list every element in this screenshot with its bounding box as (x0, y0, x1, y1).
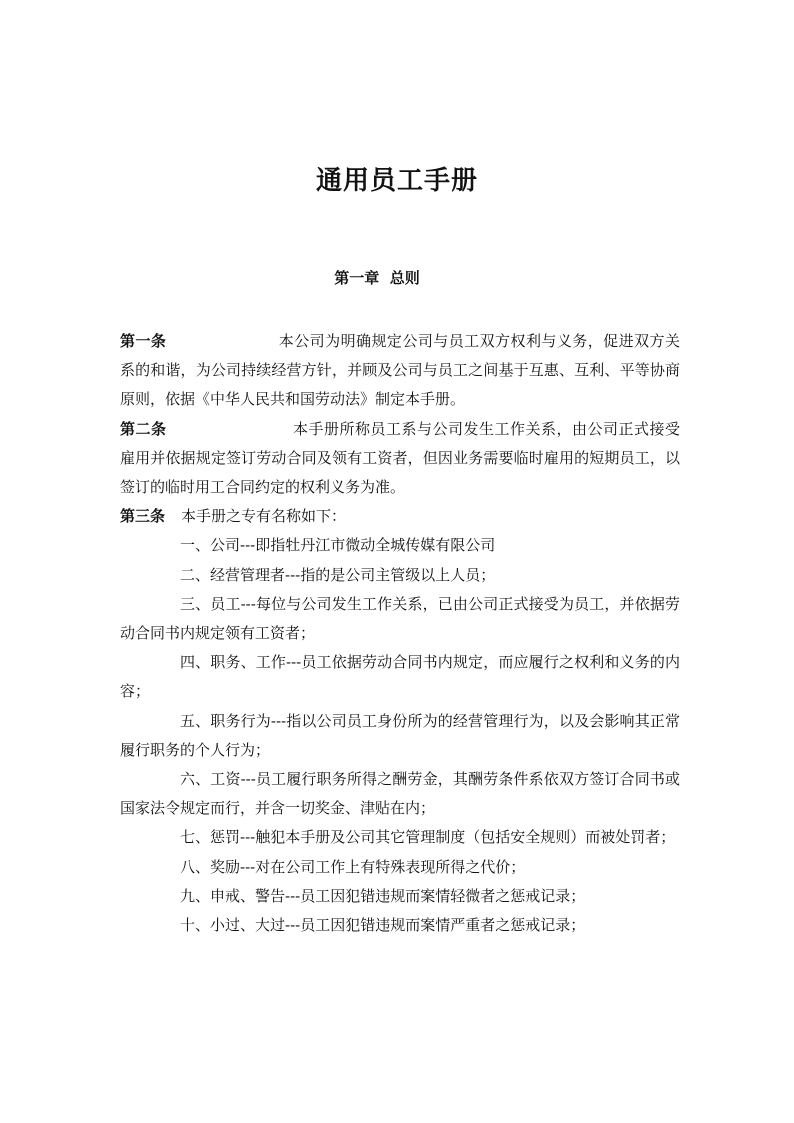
article-2 (120, 415, 680, 503)
article-1 (120, 327, 680, 415)
document-body (120, 327, 680, 940)
article-text: 本手册所称员工系与公司发生工作关系，由公司正式接受雇用并依据规定签订劳动合同及领有工资者，但因业务需要临时雇用的短期员工，以签订的临时用工合同约定的权利义务为准。 (120, 419, 680, 497)
definition-item: 八、奖励---对在公司工作上有特殊表现所得之代价； (180, 857, 526, 876)
definition-item: 十、小过、大过---员工因犯错违规而案情严重者之惩戒记录； (180, 916, 586, 935)
article-3 (120, 502, 680, 531)
definition-item: 七、惩罚---触犯本手册及公司其它管理制度（包括安全规则）而被处罚者； (180, 828, 676, 847)
article-label: 第一条 (120, 332, 167, 350)
definition-item: 五、职务行为---指以公司员工身份所为的经营管理行为，以及会影响其正常履行职务的个人行为； (120, 711, 680, 759)
article-label: 第二条 (120, 419, 167, 438)
definition-item: 四、职务、工作---员工依据劳动合同书内规定，而应履行之权利和义务的内容； (120, 653, 680, 701)
definition-item: 一、公司---即指牡丹江市微动全城传媒有限公司 (180, 536, 496, 555)
definition-item: 六、工资---员工履行职务所得之酬劳金，其酬劳条件系依双方签订合同书或国家法令规定而行，并含一切奖金、津贴在内； (120, 770, 680, 818)
definition-item: 九、申戒、警告---员工因犯错违规而案情轻微者之惩戒记录； (180, 886, 586, 905)
article-text: 本公司为明确规定公司与员工双方权利与义务，促进双方关系的和谐，为公司持续经营方针，并顾及公司与员工之间基于互惠、互利、平等协商原则，依据《中华人民共和国劳动法》制定本手册。 (120, 332, 680, 409)
definition-item: 三、员工---每位与公司发生工作关系，已由公司正式接受为员工，并依据劳动合同书内规定领有工资者； (120, 594, 680, 643)
article-text: 本手册之专有名称如下： (181, 507, 347, 526)
article-label: 第三条 (120, 507, 166, 526)
definition-item: 二、经营管理者---指的是公司主管级以上人员； (180, 565, 496, 584)
chapter-heading: 第一章 总则 (334, 269, 420, 287)
document-title: 通用员工手册 (315, 166, 478, 196)
